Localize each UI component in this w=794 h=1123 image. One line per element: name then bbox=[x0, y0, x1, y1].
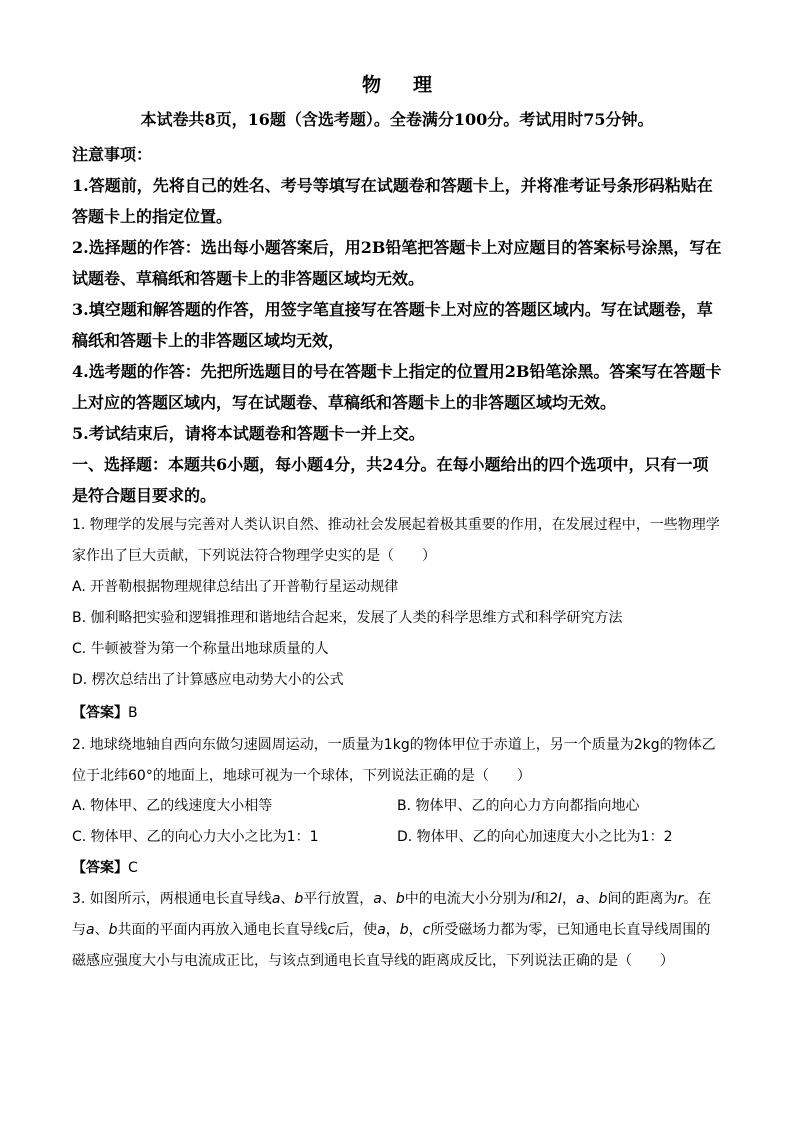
var-current-i: I bbox=[530, 891, 535, 907]
notice-item-2-line-1: 2.选择题的作答：选出每小题答案后，用2B铅笔把答题卡上对应题目的答案标号涂黑，写在 bbox=[72, 238, 722, 257]
section-heading-line-2: 是符合题目要求的。 bbox=[72, 486, 217, 505]
q2-stem-line-2: 位于北纬60°的地面上，地球可视为一个球体，下列说法正确的是（ ） bbox=[72, 768, 531, 784]
q3-text: 与 bbox=[72, 922, 86, 938]
q3-stem-line-2 bbox=[72, 915, 732, 946]
q3-text: 、 bbox=[280, 891, 295, 907]
q3-text: ， bbox=[561, 891, 576, 907]
q1-answer bbox=[72, 702, 138, 722]
var-b: b bbox=[399, 922, 409, 938]
q1-answer-label: 【答案】 bbox=[72, 705, 128, 721]
q1-stem-line-2: 家作出了巨大贡献，下列说法符合物理学史实的是（ ） bbox=[72, 548, 436, 564]
q3-text: 共面的平面内再放入通电长直导线 bbox=[117, 922, 328, 938]
q3-text: 间的距离为 bbox=[607, 891, 678, 907]
q2-option-a: A. 物体甲、乙的线速度大小相等 bbox=[72, 798, 273, 814]
var-a: a bbox=[373, 891, 382, 907]
q3-text: 、 bbox=[584, 891, 599, 907]
q1-option-a: A. 开普勒根据物理规律总结出了开普勒行星运动规律 bbox=[72, 579, 399, 595]
q2-option-b: B. 物体甲、乙的向心力方向都指向地心 bbox=[397, 798, 640, 814]
notice-item-3-line-1: 3.填空题和解答题的作答，用签字笔直接写在答题卡上对应的答题区域内。写在试题卷，草 bbox=[72, 300, 713, 319]
var-b: b bbox=[395, 891, 405, 907]
var-a: a bbox=[271, 891, 281, 907]
notice-item-1-line-2: 答题卡上的指定位置。 bbox=[72, 207, 233, 226]
title-char-2: 理 bbox=[413, 74, 433, 96]
var-b: b bbox=[294, 891, 304, 907]
q3-text: 3. 如图所示，两根通电长直导线 bbox=[72, 891, 272, 907]
q3-text: 所受磁场力都为零，已知通电长直导线周围的 bbox=[430, 922, 711, 938]
q1-option-c: C. 牛顿被誉为第一个称量出地球质量的人 bbox=[72, 641, 329, 657]
q2-option-d: D. 物体甲、乙的向心加速度大小之比为1：2 bbox=[397, 829, 673, 845]
section-heading-line-1: 一、选择题：本题共6小题，每小题4分，共24分。在每小题给出的四个选项中，只有一项 bbox=[72, 455, 709, 474]
q3-text: 后，使 bbox=[335, 922, 378, 938]
q2-answer-value: C bbox=[128, 860, 138, 876]
q3-stem-line-3: 磁感应强度大小与电流成正比，与该点到通电长直导线的距离成反比，下列说法正确的是（ ） bbox=[72, 953, 674, 969]
notice-item-3-line-2: 稿纸和答题卡上的非答题区域均无效， bbox=[72, 331, 345, 350]
q2-answer bbox=[72, 857, 138, 877]
notice-heading: 注意事项： bbox=[72, 145, 153, 164]
var-a: a bbox=[86, 922, 95, 938]
page-title bbox=[0, 70, 794, 97]
q1-option-d: D. 楞次总结出了计算感应电动势大小的公式 bbox=[72, 672, 344, 688]
notice-item-5: 5.考试结束后，请将本试题卷和答题卡一并上交。 bbox=[72, 424, 425, 443]
title-char-1: 物 bbox=[361, 74, 381, 96]
notice-item-4-line-2: 上对应的答题区域内，写在试题卷、草稿纸和答题卡上的非答题区域均无效。 bbox=[72, 393, 617, 412]
var-c: c bbox=[327, 922, 336, 938]
q3-text: ， bbox=[385, 922, 400, 938]
q2-option-c: C. 物体甲、乙的向心力大小之比为1：1 bbox=[72, 829, 319, 845]
q1-answer-value: B bbox=[128, 705, 138, 721]
q3-text: 中的电流大小分别为 bbox=[404, 891, 531, 907]
q3-text: 和 bbox=[534, 891, 549, 907]
var-current-2i: 2I bbox=[548, 891, 562, 907]
var-a: a bbox=[575, 891, 585, 907]
q3-text: 、 bbox=[381, 891, 396, 907]
notice-item-4-line-1: 4.选考题的作答：先把所选题目的号在答题卡上指定的位置用2B铅笔涂黑。答案写在答题卡 bbox=[72, 362, 722, 381]
var-r: r bbox=[677, 891, 684, 907]
var-c: c bbox=[422, 922, 431, 938]
q3-text: 平行放置， bbox=[303, 891, 374, 907]
exam-intro: 本试卷共8页，16题（含选考题）。全卷满分100分。考试用时75分钟。 bbox=[140, 110, 654, 129]
var-b: b bbox=[108, 922, 118, 938]
q2-stem-line-1: 2. 地球绕地轴自西向东做匀速圆周运动，一质量为1kg的物体甲位于赤道上，另一个质量为2kg的物体乙 bbox=[72, 737, 716, 753]
q3-text: 。在 bbox=[683, 891, 712, 907]
q3-text: ， bbox=[408, 922, 423, 938]
q2-answer-label: 【答案】 bbox=[72, 860, 128, 876]
q1-stem-line-1: 1. 物理学的发展与完善对人类认识自然、推动社会发展起着极其重要的作用，在发展过程中，一些物理学 bbox=[72, 517, 720, 533]
var-b: b bbox=[598, 891, 608, 907]
notice-item-1-line-1: 1.答题前，先将自己的姓名、考号等填写在试题卷和答题卡上，并将准考证号条形码粘贴在 bbox=[72, 176, 713, 195]
notice-item-2-line-2: 试题卷、草稿纸和答题卡上的非答题区域均无效。 bbox=[72, 269, 425, 288]
q3-stem-line-1 bbox=[72, 884, 732, 915]
q3-text: 、 bbox=[94, 922, 109, 938]
q1-option-b: B. 伽利略把实验和逻辑推理和谐地结合起来，发展了人类的科学思维方式和科学研究方法 bbox=[72, 610, 623, 626]
var-a: a bbox=[377, 922, 386, 938]
